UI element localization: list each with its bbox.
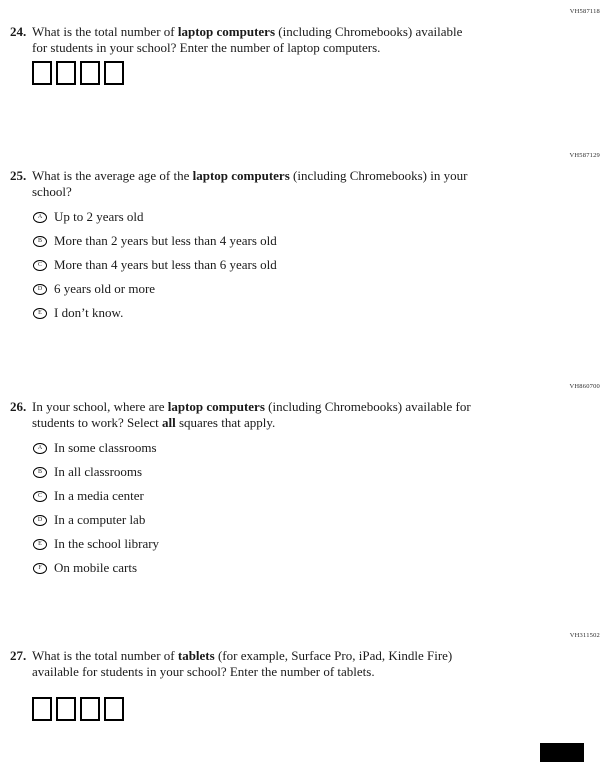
question-number: 24. — [10, 24, 27, 39]
options-list — [33, 205, 610, 325]
question-25 — [0, 148, 610, 325]
answer-bubble-icon[interactable]: D — [33, 515, 47, 526]
digit-box-2[interactable] — [56, 697, 76, 721]
question-27 — [0, 628, 610, 721]
question-text — [32, 168, 467, 199]
text-segment: (including Chromebooks) available — [275, 24, 463, 39]
option-label: More than 4 years but less than 6 years old — [54, 257, 277, 272]
options-list — [33, 436, 610, 580]
text-segment: (for example, Surface Pro, iPad, Kindle Fire) — [214, 648, 453, 663]
text-line — [32, 40, 462, 56]
option-row[interactable] — [33, 532, 610, 556]
text-line — [32, 168, 467, 184]
question-26 — [0, 379, 610, 580]
option-label: 6 years old or more — [54, 281, 156, 296]
option-label: On mobile carts — [54, 560, 138, 575]
option-label: In a computer lab — [54, 512, 146, 527]
option-row[interactable] — [33, 277, 610, 301]
text-segment-bold: laptop computers — [167, 399, 265, 414]
text-segment: In your school, where are — [32, 399, 168, 414]
digit-box-2[interactable] — [56, 61, 76, 85]
text-segment: What is the total number of — [32, 24, 178, 39]
digit-box-1[interactable] — [32, 697, 52, 721]
answer-bubble-icon[interactable]: E — [33, 539, 47, 550]
question-text — [32, 399, 471, 430]
answer-bubble-icon[interactable]: B — [33, 236, 47, 247]
option-row[interactable] — [33, 460, 610, 484]
question-number: 25. — [10, 168, 27, 183]
item-code: VH587118 — [569, 8, 600, 15]
answer-bubble-icon[interactable]: F — [33, 563, 47, 574]
answer-bubble-icon[interactable]: C — [33, 260, 47, 271]
text-segment-bold: laptop computers — [192, 168, 290, 183]
text-segment: (including Chromebooks) available for — [264, 399, 471, 414]
option-label: In the school library — [54, 536, 160, 551]
question-text — [32, 648, 452, 679]
option-row[interactable] — [33, 436, 610, 460]
text-line — [32, 664, 452, 680]
option-label: More than 2 years but less than 4 years old — [54, 233, 277, 248]
text-segment: school? — [32, 183, 72, 199]
option-label: Up to 2 years old — [54, 209, 144, 224]
text-segment: What is the total number of — [32, 648, 178, 663]
text-segment: (including Chromebooks) in your — [289, 168, 468, 183]
text-segment: What is the average age of the — [32, 168, 193, 183]
text-segment: students to work? Select — [32, 414, 162, 430]
question-number: 26. — [10, 399, 27, 414]
option-row[interactable] — [33, 508, 610, 532]
answer-bubble-icon[interactable]: D — [33, 284, 47, 295]
item-code: VH860700 — [569, 383, 600, 390]
option-label: In some classrooms — [54, 440, 157, 455]
question-24 — [0, 4, 610, 85]
text-line — [32, 648, 452, 664]
option-label: I don’t know. — [54, 305, 124, 320]
question-text — [32, 24, 462, 55]
text-segment: available for students in your school? Enter the number of tablets. — [32, 663, 375, 679]
digit-entry-boxes — [32, 697, 610, 721]
answer-bubble-icon[interactable]: A — [33, 443, 47, 454]
option-label: In a media center — [54, 488, 144, 503]
option-row[interactable] — [33, 484, 610, 508]
text-segment-bold: all — [161, 414, 176, 430]
text-line — [32, 399, 471, 415]
text-line — [32, 24, 462, 40]
answer-bubble-icon[interactable]: A — [33, 212, 47, 223]
option-row[interactable] — [33, 556, 610, 580]
digit-box-3[interactable] — [80, 697, 100, 721]
digit-entry-boxes — [32, 61, 610, 85]
answer-bubble-icon[interactable]: B — [33, 467, 47, 478]
text-segment-bold: laptop computers — [177, 24, 275, 39]
text-segment-bold: tablets — [177, 648, 215, 663]
end-of-page-marker — [540, 743, 584, 762]
text-line — [32, 184, 467, 200]
option-row[interactable] — [33, 205, 610, 229]
digit-box-1[interactable] — [32, 61, 52, 85]
text-segment: for students in your school? Enter the number of laptop computers. — [32, 39, 381, 55]
answer-bubble-icon[interactable]: E — [33, 308, 47, 319]
option-row[interactable] — [33, 229, 610, 253]
answer-bubble-icon[interactable]: C — [33, 491, 47, 502]
text-line — [32, 415, 471, 431]
text-segment: squares that apply. — [175, 414, 276, 430]
digit-box-4[interactable] — [104, 697, 124, 721]
digit-box-3[interactable] — [80, 61, 100, 85]
option-row[interactable] — [33, 253, 610, 277]
option-label: In all classrooms — [54, 464, 143, 479]
option-row[interactable] — [33, 301, 610, 325]
digit-box-4[interactable] — [104, 61, 124, 85]
item-code: VH311502 — [569, 632, 600, 639]
item-code: VH587129 — [569, 152, 600, 159]
question-number: 27. — [10, 648, 27, 663]
